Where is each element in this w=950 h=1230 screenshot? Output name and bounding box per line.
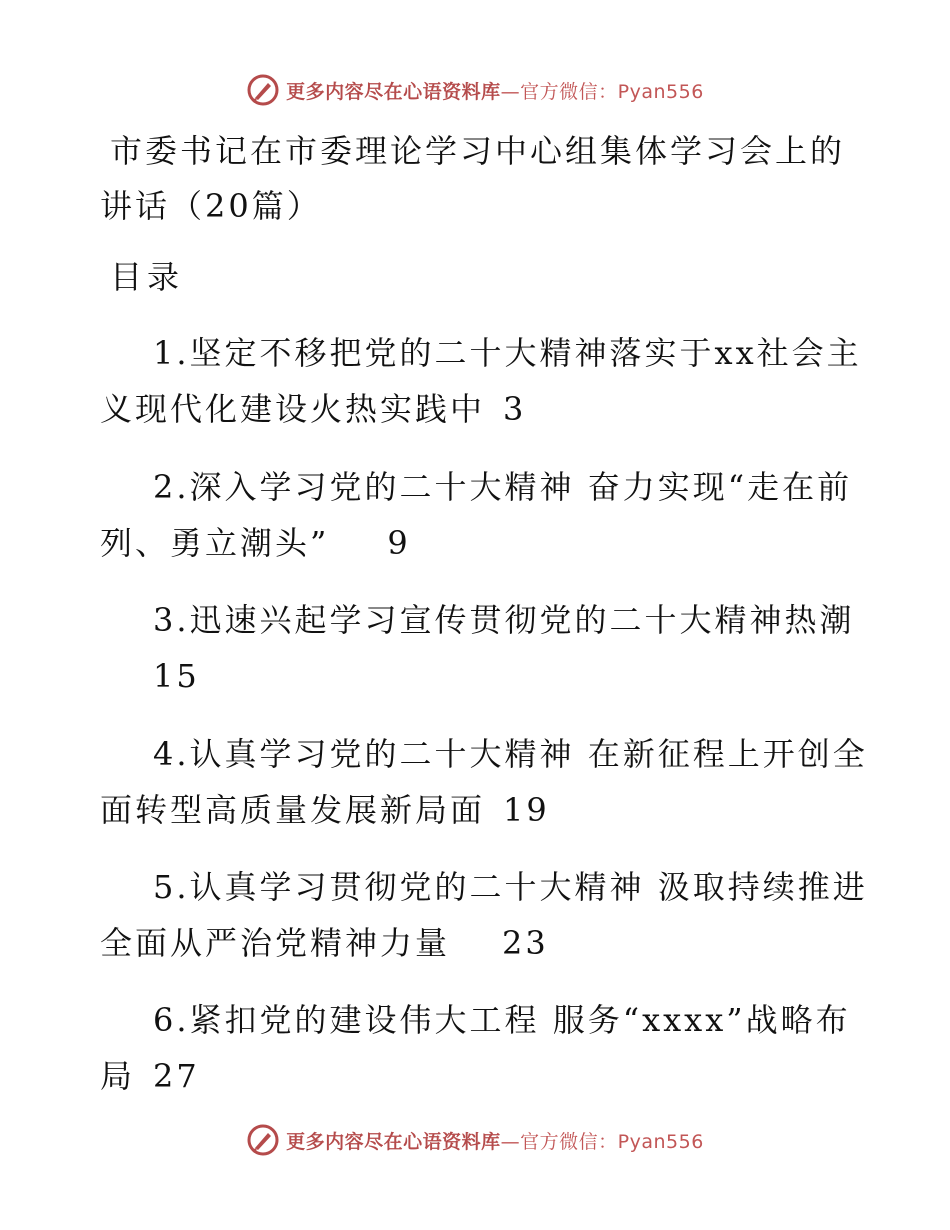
title-line-2: 讲话（20篇） — [100, 187, 322, 225]
toc-page-number: 3 — [503, 390, 527, 428]
toc-item[interactable] — [100, 726, 868, 838]
pen-logo-icon — [246, 73, 280, 107]
toc-item-line2: 面转型高质量发展新局面 19 — [100, 791, 550, 829]
toc-item-line2: 义现代化建设火热实践中 3 — [100, 390, 527, 428]
header-watermark — [0, 70, 950, 110]
toc-item-line2 — [100, 648, 860, 704]
toc-item-line1: 5.认真学习贯彻党的二十大精神 汲取持续推进 — [153, 868, 868, 906]
toc-item-line1: 2.深入学习党的二十大精神 奋力实现“走在前 — [153, 468, 853, 506]
title-line-1: 市委书记在市委理论学习中心组集体学习会上的 — [110, 132, 846, 170]
toc-page-number: 15 — [153, 657, 200, 695]
footer-watermark — [0, 1120, 950, 1160]
document-title — [100, 124, 860, 234]
toc-item[interactable] — [100, 992, 860, 1104]
toc-page-number: 9 — [387, 524, 411, 562]
watermark-text: 更多内容尽在心语资料库—官方微信：Pyan556 — [286, 80, 704, 103]
toc-item[interactable] — [100, 325, 860, 437]
toc-item-line2: 局 27 — [100, 1057, 200, 1095]
toc-item-line1: 1.坚定不移把党的二十大精神落实于xx社会主 — [153, 334, 862, 372]
toc-item-line1: 4.认真学习党的二十大精神 在新征程上开创全 — [153, 735, 868, 773]
toc-page-number: 19 — [503, 791, 550, 829]
toc-item[interactable] — [100, 459, 860, 571]
toc-item[interactable] — [100, 859, 868, 971]
toc-item[interactable] — [100, 592, 860, 704]
watermark-text: 更多内容尽在心语资料库—官方微信：Pyan556 — [286, 1130, 704, 1153]
toc-item-line1: 3.迅速兴起学习宣传贯彻党的二十大精神热潮 — [153, 601, 855, 639]
toc-item-line1: 6.紧扣党的建设伟大工程 服务“xxxx”战略布 — [153, 1001, 851, 1039]
toc-page-number: 27 — [153, 1057, 200, 1095]
toc-item-line2: 列、勇立潮头” 9 — [100, 524, 411, 562]
pen-logo-icon — [246, 1123, 280, 1157]
toc-item-line2: 全面从严治党精神力量 23 — [100, 924, 549, 962]
toc-page-number: 23 — [502, 924, 549, 962]
toc-heading: 目录 — [110, 258, 185, 296]
